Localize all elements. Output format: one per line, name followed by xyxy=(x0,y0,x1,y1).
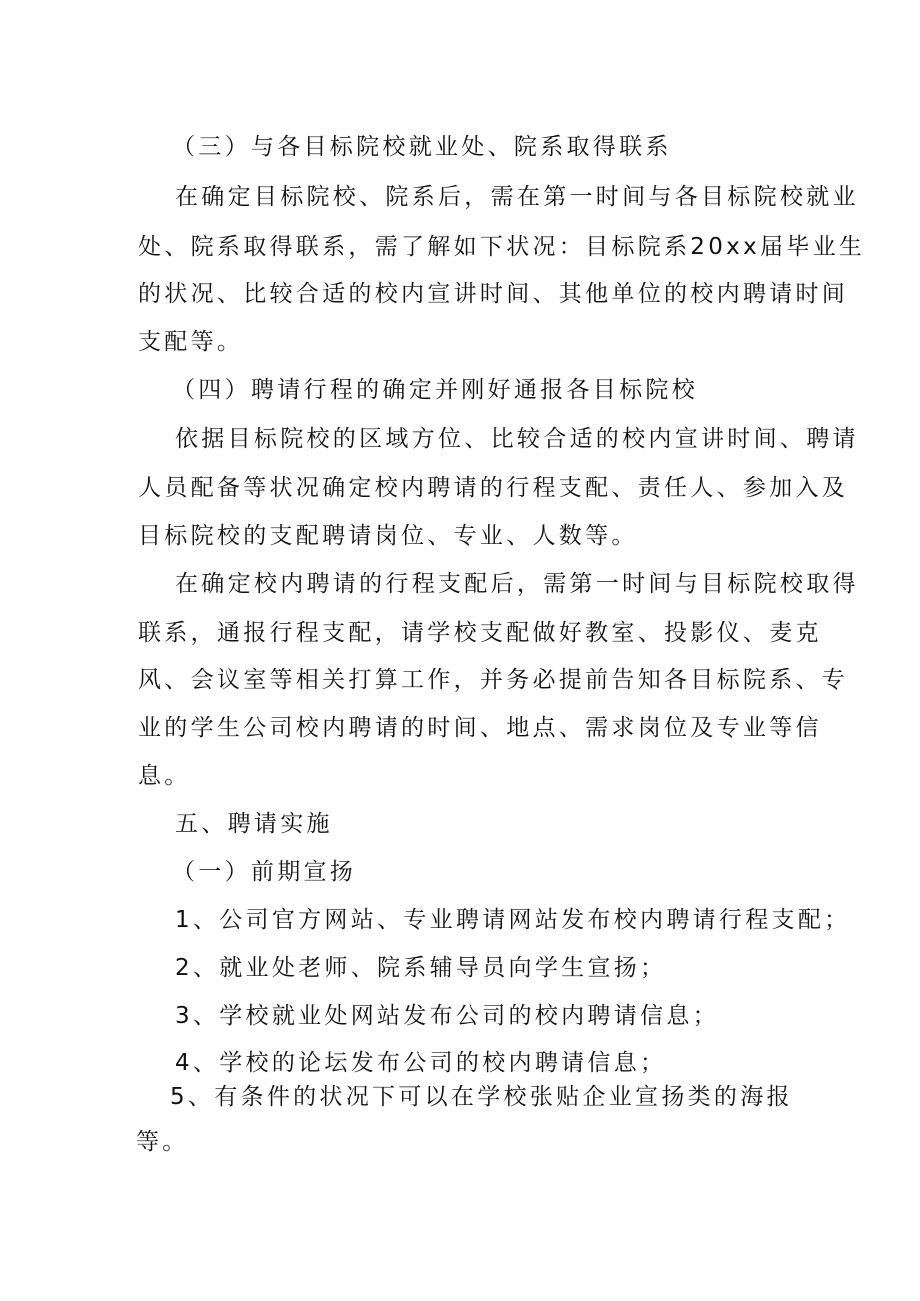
paragraph-line: 息。 xyxy=(138,763,191,789)
paragraph-line: 在确定校内聘请的行程支配后，需第一时间与目标院校取得 xyxy=(175,571,859,597)
paragraph-line: 在确定目标院校、院系后，需在第一时间与各目标院校就业 xyxy=(175,184,859,210)
list-item: 1、公司官方网站、专业聘请网站发布校内聘请行程支配； xyxy=(175,907,851,933)
list-item-continuation: 等。 xyxy=(136,1129,189,1155)
paragraph-line: 目标院校的支配聘请岗位、专业、人数等。 xyxy=(138,523,638,549)
paragraph-line: 支配等。 xyxy=(138,329,244,355)
subsection-1-heading: （一）前期宣扬 xyxy=(172,859,357,885)
list-item: 3、学校就业处网站发布公司的校内聘请信息； xyxy=(175,1003,719,1029)
section-5-heading: 五、聘请实施 xyxy=(175,811,333,837)
paragraph-line: 人员配备等状况确定校内聘请的行程支配、责任人、参加入及 xyxy=(138,475,849,501)
paragraph-line: 的状况、比较合适的校内宣讲时间、其他单位的校内聘请时间 xyxy=(138,281,849,307)
heading-3-contact: （三）与各目标院校就业处、院系取得联系 xyxy=(172,134,672,160)
paragraph-line: 业的学生公司校内聘请的时间、地点、需求岗位及专业等信 xyxy=(138,715,822,741)
list-item: 4、学校的论坛发布公司的校内聘请信息； xyxy=(175,1050,667,1076)
heading-4-schedule: （四）聘请行程的确定并刚好通报各目标院校 xyxy=(172,377,698,403)
paragraph-line: 依据目标院校的区域方位、比较合适的校内宣讲时间、聘请 xyxy=(175,426,859,452)
paragraph-line: 联系，通报行程支配，请学校支配做好教室、投影仪、麦克 xyxy=(138,620,822,646)
paragraph-line: 风、会议室等相关打算工作，并务必提前告知各目标院系、专 xyxy=(138,667,849,693)
paragraph-line: 处、院系取得联系，需了解如下状况：目标院系20xx届毕业生 xyxy=(138,234,866,260)
list-item: 5、有条件的状况下可以在学校张贴企业宣扬类的海报 xyxy=(170,1084,793,1110)
list-item: 2、就业处老师、院系辅导员向学生宣扬； xyxy=(175,955,667,981)
